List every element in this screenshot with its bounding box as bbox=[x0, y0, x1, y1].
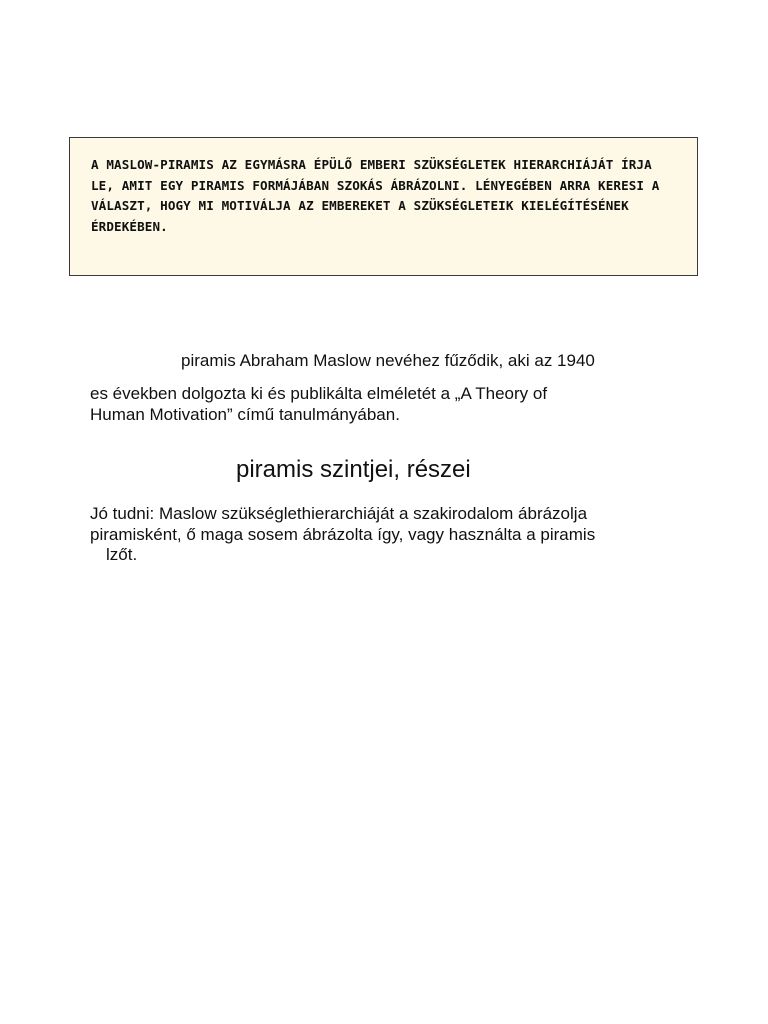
intro-line-3: Human Motivation” című tanulmányában. bbox=[90, 404, 400, 424]
summary-callout-text: A MASLOW-PIRAMIS AZ EGYMÁSRA ÉPÜLŐ EMBERI SZÜKSÉGLETEK HIERARCHIÁJÁT ÍRJA LE, AMIT EGY PIRAMIS FORMÁJÁBAN SZOKÁS ÁBRÁZOLNI. LÉNYEGÉBEN ARRA KERESI A VÁLASZT, HOGY MI MOTIVÁLJA AZ EMBEREKET A SZÜKSÉGLETEIK KIELÉGÍTÉSÉNEK ÉRDEKÉBEN. bbox=[91, 157, 660, 234]
note-line-1: Jó tudni: Maslow szükséglethierarchiáját a szakirodalom ábrázolja bbox=[90, 504, 588, 523]
intro-paragraph bbox=[90, 384, 547, 425]
note-paragraph bbox=[90, 504, 595, 566]
note-line-2: piramisként, ő maga sosem ábrázolta így, vagy használta a piramis bbox=[90, 524, 596, 544]
intro-line-2: es években dolgozta ki és publikálta elméletét a „A Theory of bbox=[90, 384, 548, 403]
intro-line-1: piramis Abraham Maslow nevéhez fűződik, aki az 1940 bbox=[181, 351, 595, 370]
note-line-3: lzőt. bbox=[106, 545, 138, 564]
summary-callout-box bbox=[69, 137, 698, 276]
section-heading: piramis szintjei, részei bbox=[236, 456, 471, 483]
